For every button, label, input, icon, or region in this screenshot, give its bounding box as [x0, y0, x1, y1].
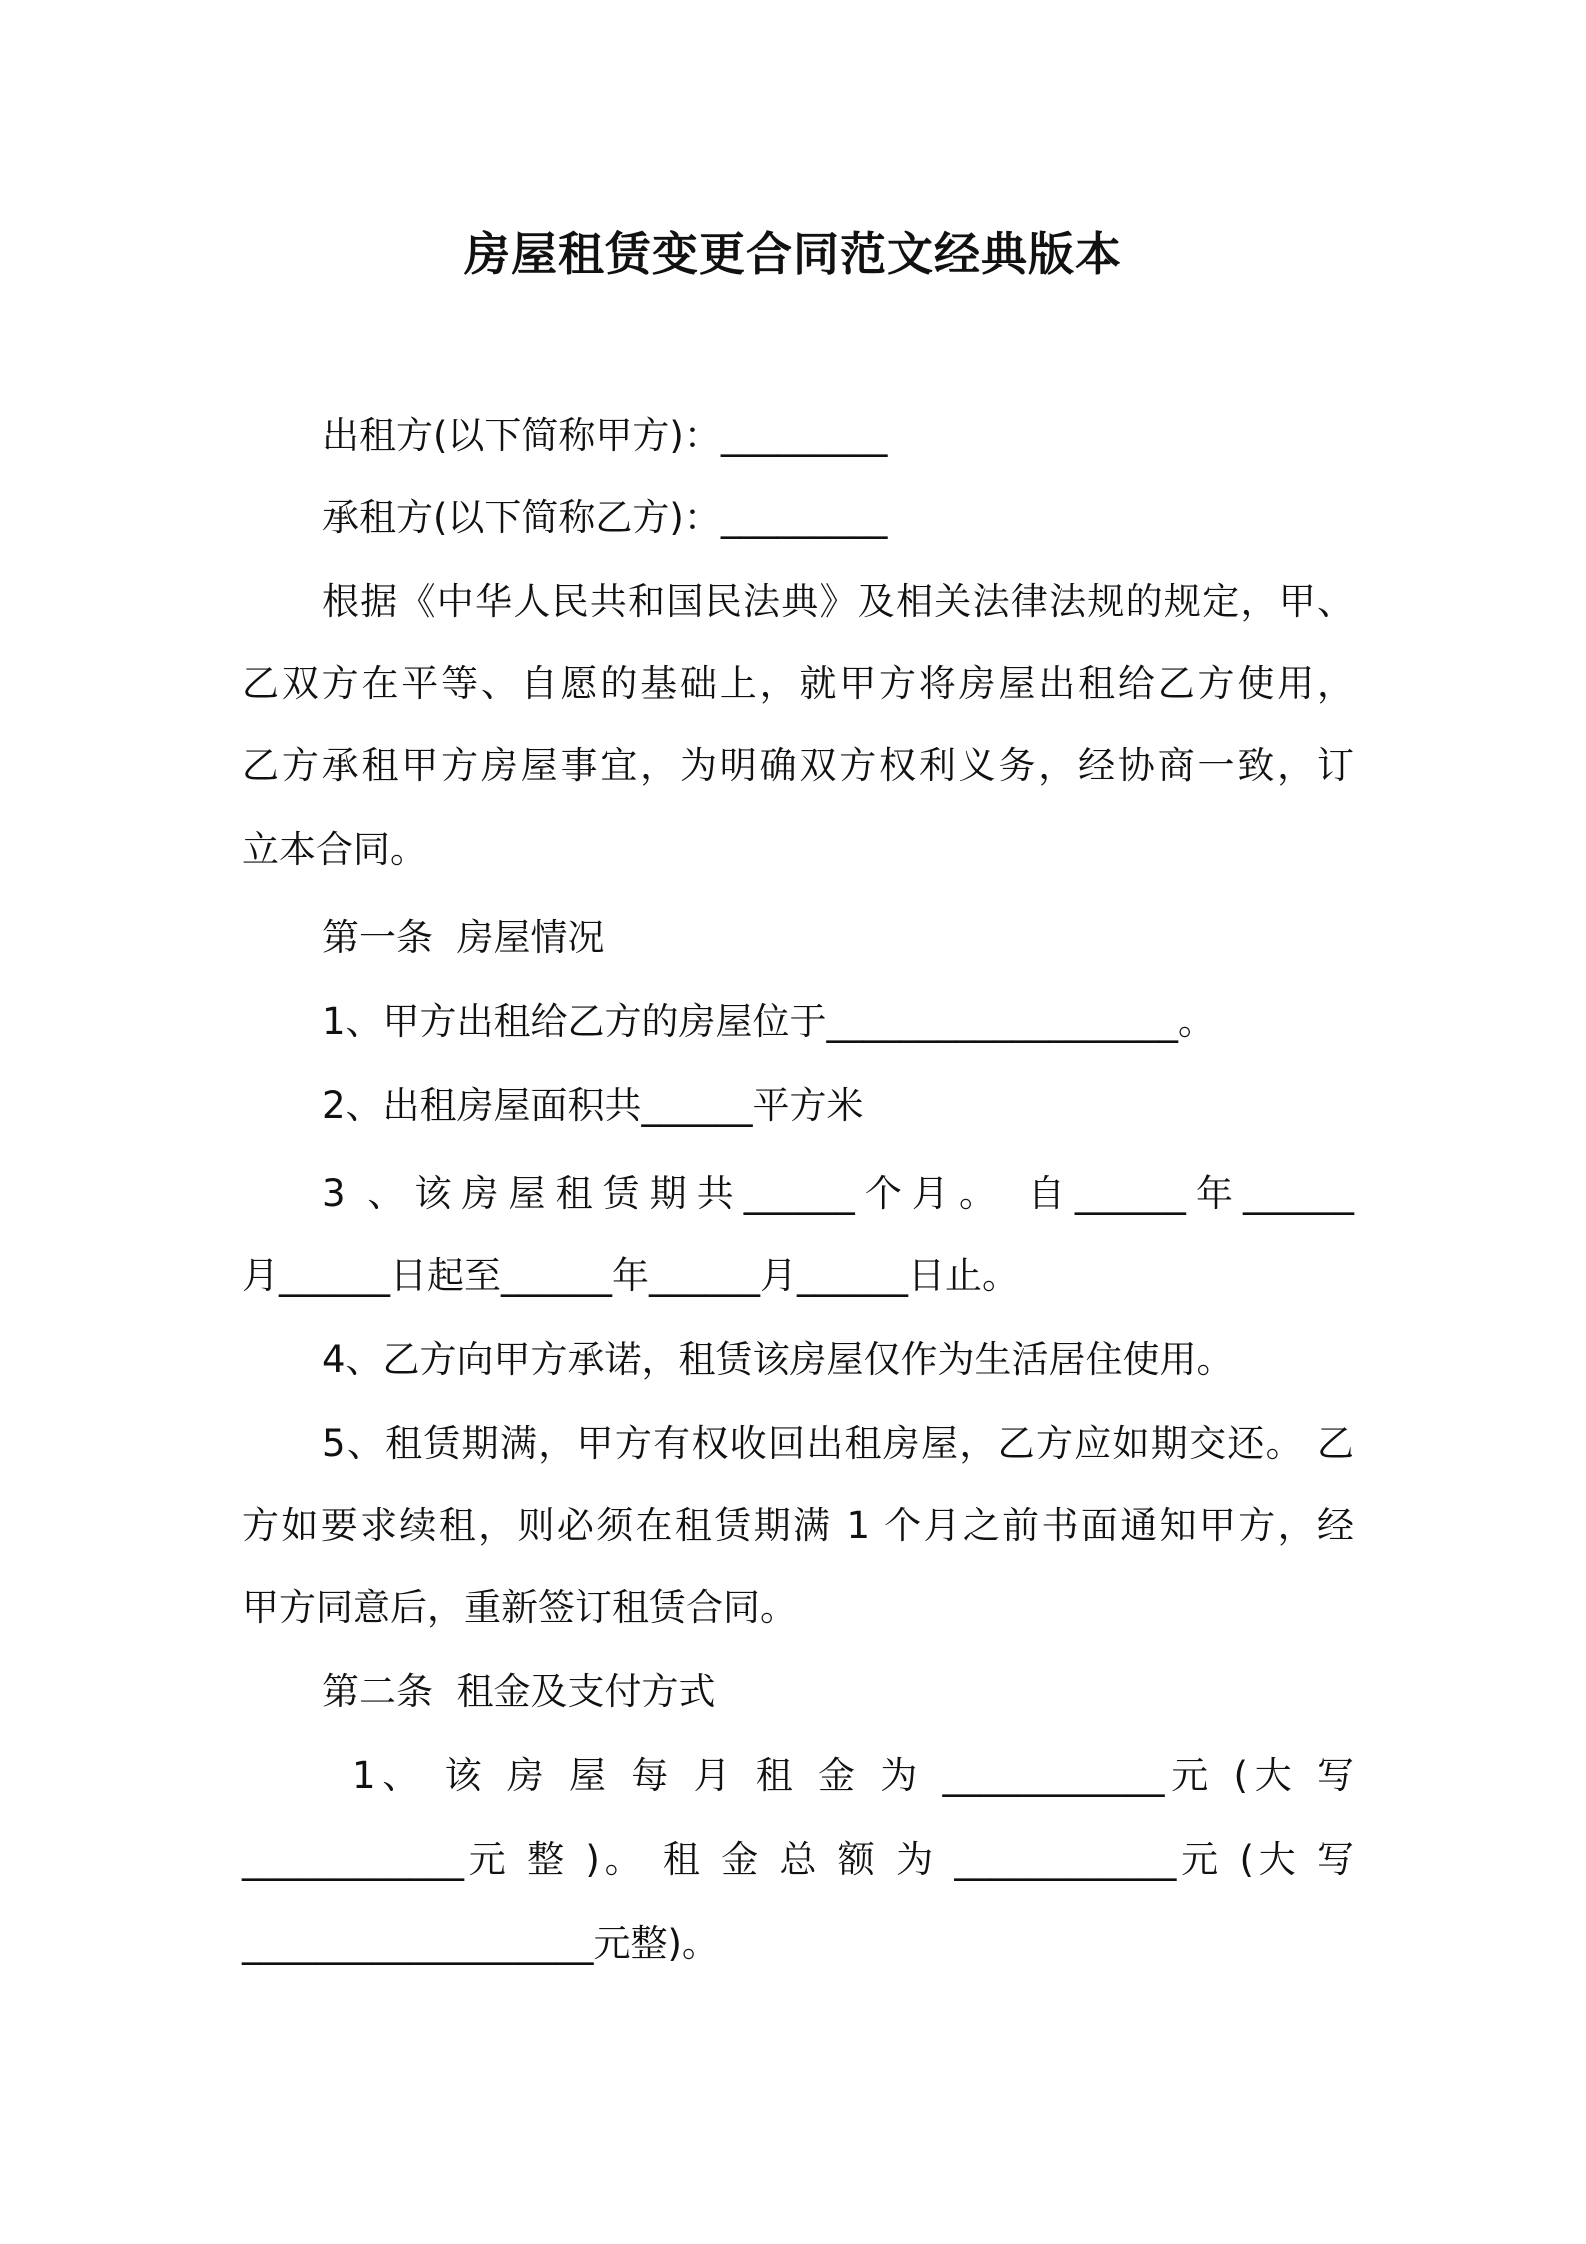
clause-line: 2、出租房屋面积共______平方米	[322, 1084, 864, 1127]
lessee-line: 承租方(以下简称乙方)：_________	[322, 496, 888, 539]
article-heading: 第二条 租金及支付方式	[322, 1670, 716, 1713]
clause-line: 4、乙方向甲方承诺，租赁该房屋仅作为生活居住使用。	[322, 1338, 1234, 1381]
paragraph-line: 根据《中华人民共和国民法典》及相关法律法规的规定，甲、	[322, 580, 1354, 623]
clause-line: 月______日起至______年______月______日止。	[242, 1254, 1019, 1297]
paragraph-line: 立本合同。	[242, 828, 427, 871]
document-title: 房屋租赁变更合同范文经典版本	[464, 227, 1122, 281]
clause-line: 方如要求续租，则必须在租赁期满 1 个月之前书面通知甲方，经	[242, 1504, 1354, 1547]
clause-line: ____________元 整 )。 租 金 总 额 为 ____________元 (大 写	[242, 1838, 1354, 1881]
paragraph-line: 乙双方在平等、自愿的基础上，就甲方将房屋出租给乙方使用，	[242, 662, 1354, 705]
article-heading: 第一条 房屋情况	[322, 916, 605, 959]
clause-line: 5、租赁期满，甲方有权收回出租房屋，乙方应如期交还。 乙	[322, 1422, 1354, 1465]
clause-line: 甲方同意后，重新签订租赁合同。	[242, 1586, 797, 1629]
clause-line: 1、甲方出租给乙方的房屋位于___________________。	[322, 1000, 1216, 1043]
paragraph-line: 乙方承租甲方房屋事宜，为明确双方权利义务，经协商一致，订	[242, 744, 1354, 787]
clause-line: 1、 该 房 屋 每 月 租 金 为 ____________元 (大 写	[352, 1754, 1354, 1797]
clause-line: ___________________元整)。	[242, 1922, 719, 1965]
lessor-line: 出租方(以下简称甲方)：_________	[322, 414, 888, 457]
clause-line: 3 、该房屋租赁期共______个月。 自______年______	[322, 1172, 1354, 1215]
